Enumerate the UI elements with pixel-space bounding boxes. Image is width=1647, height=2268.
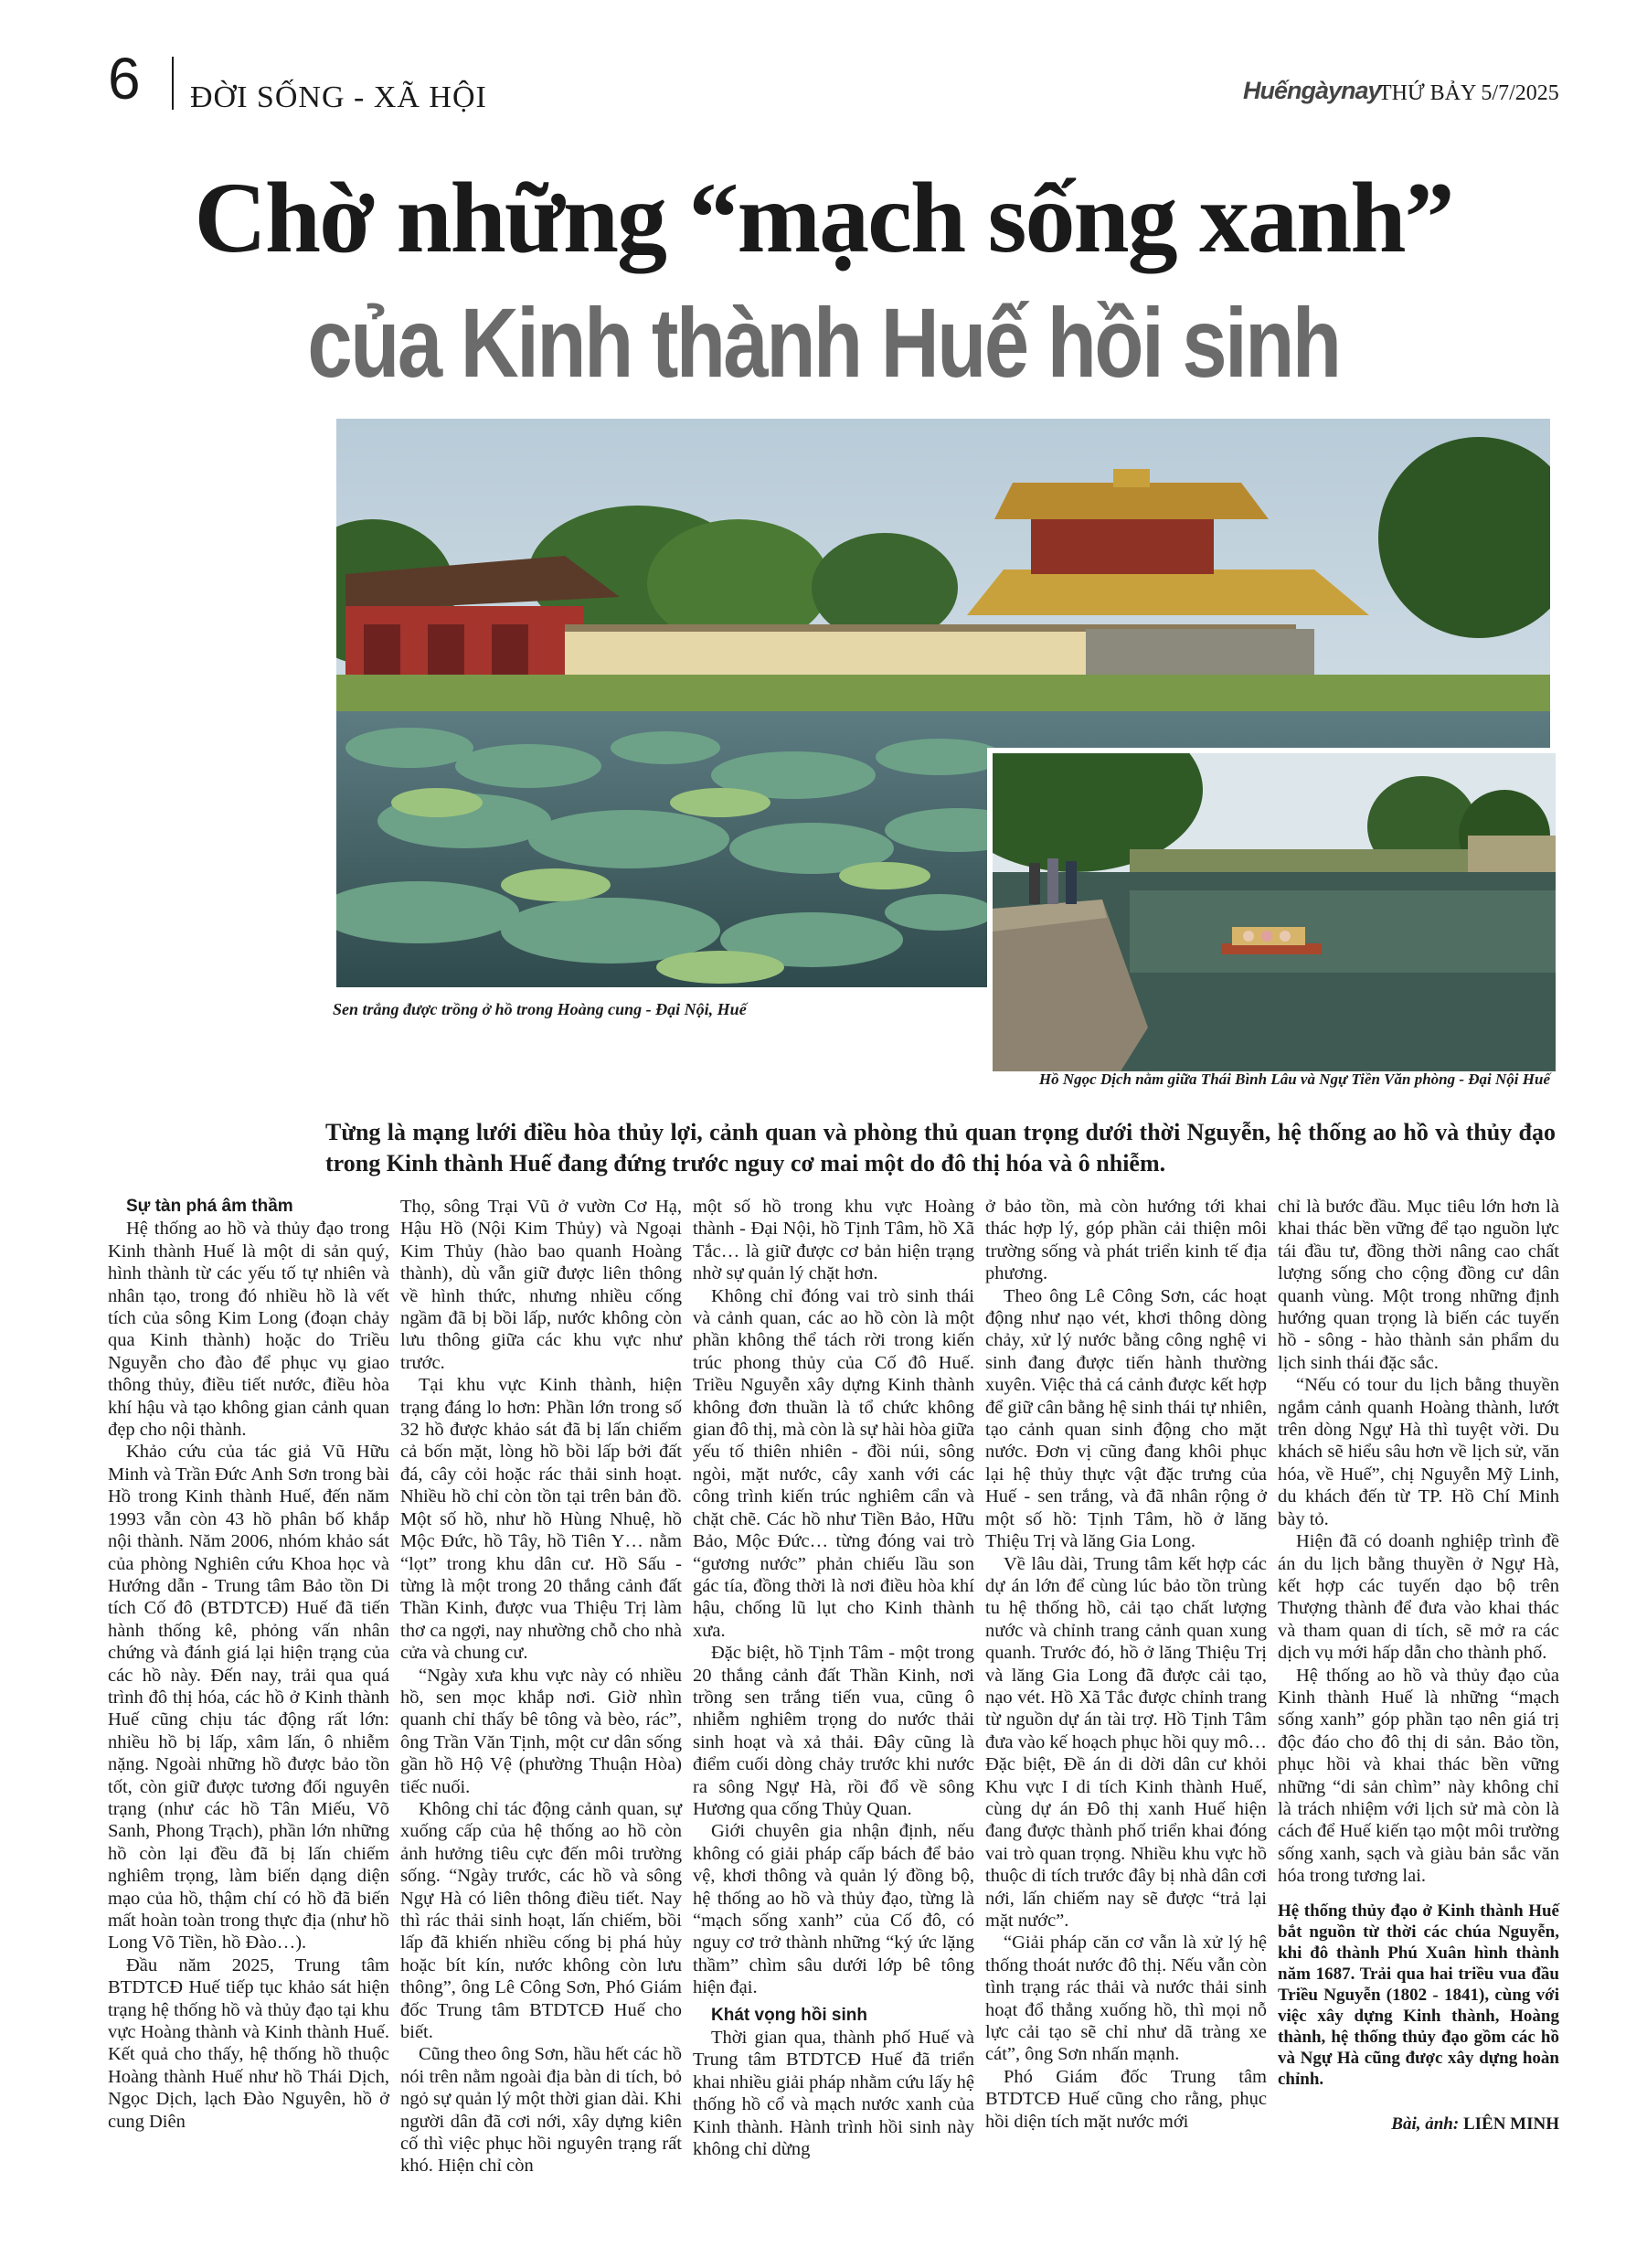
paragraph: một số hồ trong khu vực Hoàng thành - Đại Nội, hồ Tịnh Tâm, hồ Xã Tắc… là giữ được cơ bản hiện trạng nhờ sự quản lý chặt hơn. <box>693 1197 974 1284</box>
paragraph: Tại khu vực Kinh thành, hiện trạng đáng lo hơn: Phần lớn trong số 32 hồ được khảo sát đã bị lấn chiếm cả bốn mặt, lòng hồ bồi lấp bởi đất đá, cây cỏi hoặc rác thải sinh hoạt. Nhiều hồ chỉ còn tồn tại trên bản đồ. Một số hồ, như hồ Hùng Nhuệ, hồ Mộc Đức, hồ Tây, hồ Tiên Y… nằm “lọt” trong khu dân cư. Hồ Sấu - từng là một trong 20 thắng cảnh đất Thần Kinh, được vua Thiệu Trị làm thơ ca ngợi, nay nhường chỗ cho nhà cửa và chung cư. <box>400 1375 682 1664</box>
paragraph: Hiện đã có doanh nghiệp trình đề án du lịch bằng thuyền ở Ngự Hà, kết hợp các tuyến dạo bộ trên Thượng thành để đưa vào khai thác và tham quan di tích, sẽ mở ra các dịch vụ mới hấp dẫn cho thành phố. <box>1278 1531 1559 1664</box>
paragraph: Khảo cứu của tác giả Vũ Hữu Minh và Trần Đức Anh Sơn trong bài Hồ trong Kinh thành Huế, đến năm 1993 vẫn còn 43 hồ phân bố khắp nội thành. Năm 2006, nhóm khảo sát của phòng Nghiên cứu Khoa học và Hướng dẫn - Trung tâm Bảo tồn Di tích Cố đô (BTDTCĐ) Huế đã tiến hành thống kê, phỏng vấn nhân chứng và đánh giá lại hiện trạng của các hồ này. Đến nay, trải qua quá trình đô thị hóa, các hồ ở Kinh thành Huế cũng chịu tác động rất lớn: nhiều hồ bị lấp, xâm lấn, ô nhiễm nặng. Ngoài những hồ được bảo tồn tốt, còn giữ được tương đối nguyên trạng (như các hồ Tân Miếu, Võ Sanh, Phong Trạch), phần lớn những hồ còn lại đều đã bị lấn chiếm nghiêm trọng, làm biến dạng diện mạo của hồ, thậm chí có hồ đã biến mất hoàn toàn trong thực địa (như hồ Long Võ Tiền, hồ Đào…). <box>108 1442 389 1954</box>
header-divider <box>172 57 174 110</box>
section-title: ĐỜI SỐNG - XÃ HỘI <box>190 80 487 114</box>
side-note: Hệ thống thủy đạo ở Kinh thành Huế bắt nguồn từ thời các chúa Nguyễn, khi đô thành Phú Xuân hình thành năm 1687. Trải qua hai triều vua đầu Triều Nguyễn (1802 - 1841), cùng với việc xây dựng Kinh thành, Hoàng thành, hệ thống thủy đạo gồm các hồ và Ngự Hà cũng được xây dựng hoàn chỉnh. <box>1278 1901 1559 2089</box>
page-number: 6 <box>108 46 141 112</box>
photo-caption-1: Sen trắng được trồng ở hồ trong Hoàng cung - Đại Nội, Huế <box>333 1000 747 1018</box>
paragraph: chỉ là bước đầu. Mục tiêu lớn hơn là khai thác bền vững để tạo nguồn lực tái đầu tư, đồng thời nâng cao chất lượng sống cho cộng đồng cư dân quanh vùng. Một trong những định hướng quan trọng là biến các tuyến hồ - sông - hào thành sản phẩm du lịch sinh thái đặc sắc. <box>1278 1197 1559 1373</box>
issue-date: THỨ BẢY 5/7/2025 <box>1378 81 1559 105</box>
paragraph: Không chỉ đóng vai trò sinh thái và cảnh quan, các ao hồ còn là một phần không thể tách rời trong kiến trúc phong thủy của Cố đô Huế. Triều Nguyễn xây dựng Kinh thành không đơn thuần là tổ chức không gian đô thị, mà còn là sự hài hòa giữa yếu tố thiên nhiên - đồi núi, sông ngòi, mặt nước, cây xanh với các công trình kiến trúc nghiêm cẩn và chặt chẽ. Các hồ như Tiền Bảo, Hữu Bảo, Mộc Đức… từng đóng vai trò “gương nước” phản chiếu lầu son gác tía, đồng thời là nơi điều hòa khí hậu, chống lũ lụt cho Kinh thành xưa. <box>693 1285 975 1641</box>
masthead-logo: Huếngàynay <box>1243 77 1381 104</box>
photo-caption-2: Hồ Ngọc Dịch nằm giữa Thái Bình Lâu và Ngự Tiền Văn phòng - Đại Nội Huế <box>1038 1070 1550 1088</box>
paragraph: Cũng theo ông Sơn, hầu hết các hồ nói trên nằm ngoài địa bàn di tích, bỏ ngỏ sự quản lý một thời gian dài. Khi người dân đã cơi nới, xây dựng kiên cố thì việc phục hồi nguyên trạng rất khó. Hiện chỉ còn <box>400 2044 682 2177</box>
paragraph: Hệ thống ao hồ và thủy đạo trong Kinh thành Huế là một di sản quý, hình thành từ các yếu tố tự nhiên và nhân tạo, trong đó nhiều hồ là vết tích của sông Kim Long (đoạn chảy qua Kinh thành) hoặc do Triều Nguyễn cho đào để phục vụ giao thông thủy, điều tiết nước, điều hòa khí hậu và tạo không gian cảnh quan đẹp cho nội thành. <box>108 1219 389 1441</box>
article-lead: Từng là mạng lưới điều hòa thủy lợi, cảnh quan và phòng thủ quan trọng dưới thời Nguyễn, hệ thống ao hồ và thủy đạo trong Kinh thành Huế đang đứng trước nguy cơ mai một do đô thị hóa và ô nhiễm. <box>325 1119 1556 1177</box>
paragraph: Đặc biệt, hồ Tịnh Tâm - một trong 20 thắng cảnh đất Thần Kinh, nơi trồng sen trắng tiến vua, cũng ô nhiễm nghiêm trọng do nước thải sinh hoạt và xả thải. Đây cũng là điểm cuối dòng chảy trước khi nước ra sông Ngự Hà, rồi đổ về sông Hương qua cống Thủy Quan. <box>693 1643 974 1819</box>
article-column-5 <box>1278 1196 1559 2135</box>
article-column-3 <box>693 1196 974 2160</box>
byline-label: Bài, ảnh: <box>1391 2114 1460 2134</box>
paragraph: Phó Giám đốc Trung tâm BTDTCĐ Huế cũng cho rằng, phục hồi diện tích mặt nước mới <box>985 2066 1267 2132</box>
subheading: Sự tàn phá âm thầm <box>126 1197 293 1216</box>
paragraph: Về lâu dài, Trung tâm kết hợp các dự án lớn để cùng lúc bảo tồn trùng tu hệ thống hồ, cải tạo chất lượng nước và chỉnh trang cảnh quan xung quanh. Trước đó, hồ ở lăng Thiệu Trị và lăng Gia Long đã được cải tạo, nạo vét. Hồ Xã Tắc được chỉnh trang từ nguồn dự án tài trợ. Hồ Tịnh Tâm đưa vào kế hoạch phục hồi quy mô… Đặc biệt, Đề án di dời dân cư khỏi Khu vực I di tích Kinh thành Huế, cùng dự án Đô thị xanh Huế hiện đang được thành phố triển khai đóng vai trò quan trọng. Nhiều khu vực hồ thuộc di tích trước đây bị nhà dân cơi nới, lấn chiếm nay sẽ được “trả lại mặt nước”. <box>985 1553 1267 1931</box>
paragraph: “Giải pháp căn cơ vẫn là xử lý hệ thống thoát nước đô thị. Nếu vẫn còn tình trạng rác thải và nước thải sinh hoạt đổ thẳng xuống hồ, thì mọi nỗ lực cải tạo sẽ chỉ như dã tràng xe cát”, ông Sơn nhấn mạnh. <box>985 1933 1267 2065</box>
paragraph: Theo ông Lê Công Sơn, các hoạt động như nạo vét, khơi thông dòng chảy, xử lý nước bằng công nghệ vi sinh đang được tiến hành thường xuyên. Việc thả cá cảnh được kết hợp để giữ cân bằng hệ sinh thái tự nhiên, tạo cảnh quan sinh động cho mặt nước. Đơn vị cũng đang khôi phục lại hệ thủy thực vật đặc trưng của Huế - sen trắng, và đã nhân rộng ở một số hồ: Tịnh Tâm, hồ ở lăng Thiệu Trị và lăng Gia Long. <box>985 1285 1267 1552</box>
paragraph: Thời gian qua, thành phố Huế và Trung tâm BTDTCĐ Huế đã triển khai nhiều giải pháp nhằm cứu lấy hệ thống hồ cổ và mạch nước xanh của Kinh thành. Hành trình hồi sinh này không chỉ dừng <box>693 2028 974 2160</box>
ngoc-dich-lake-photo <box>987 748 1556 1071</box>
byline <box>1278 2114 1559 2135</box>
paragraph: Giới chuyên gia nhận định, nếu không có giải pháp cấp bách để bảo vệ, khơi thông và quản lý đồng bộ, hệ thống ao hồ và thủy đạo, từng là “mạch sống xanh” của Cố đô, có nguy cơ trở thành những “ký ức lặng thầm” chìm sâu dưới lớp bê tông hiện đại. <box>693 1821 974 1998</box>
paragraph: “Nếu có tour du lịch bằng thuyền ngắm cảnh quanh Hoàng thành, lướt trên dòng Ngự Hà thì tuyệt vời. Du khách sẽ hiểu sâu hơn về lịch sử, văn hóa, về Huế”, chị Nguyễn Mỹ Linh, du khách đến từ TP. Hồ Chí Minh bày tỏ. <box>1278 1375 1559 1529</box>
paragraph: ở bảo tồn, mà còn hướng tới khai thác hợp lý, góp phần cải thiện môi trường sống và phát triển kinh tế địa phương. <box>985 1197 1267 1284</box>
article-column-2 <box>400 1196 682 2177</box>
subheading: Khát vọng hồi sinh <box>711 2005 867 2025</box>
paragraph: Hệ thống ao hồ và thủy đạo của Kinh thành Huế là những “mạch sống xanh” góp phần tạo nên giá trị độc đáo cho đô thị di sản. Bảo tồn, phục hồi và khai thác bền vững những “di sản chìm” này không chỉ là trách nhiệm với lịch sử mà còn là cách để Huế kiến tạo một môi trường sống xanh, sạch và giàu bản sắc văn hóa trong tương lai. <box>1278 1665 1559 1887</box>
paragraph: Không chỉ tác động cảnh quan, sự xuống cấp của hệ thống ao hồ còn ảnh hưởng tiêu cực đến môi trường sống. “Ngày trước, các hồ và sông Ngự Hà có liên thông điều tiết. Nay thì rác thải sinh hoạt, lấn chiếm, bồi lấp đã khiến nhiều cống bị phá hủy hoặc bít kín, nước không còn lưu thông”, ông Lê Công Sơn, Phó Giám đốc Trung tâm BTDTCĐ Huế cho biết. <box>400 1798 682 2043</box>
paragraph: “Ngày xưa khu vực này có nhiều hồ, sen mọc khắp nơi. Giờ nhìn quanh chỉ thấy bê tông và bèo, rác”, ông Trần Văn Tịnh, một cư dân sống gần hồ Hộ Vệ (phường Thuận Hòa) tiếc nuối. <box>400 1665 682 1797</box>
article-column-1 <box>108 1196 389 2133</box>
headline-line-2: của Kinh thành Huế hồi sinh <box>307 287 1340 398</box>
headline-line-1: Chờ những “mạch sống xanh” <box>194 162 1453 273</box>
paragraph: Thọ, sông Trại Vũ ở vườn Cơ Hạ, Hậu Hồ (Nội Kim Thủy) và Ngoại Kim Thủy (hào bao quanh Hoàng thành), dù vẫn giữ được liên thông về hình thức, nhưng nhiều cống ngầm đã bị bồi lấp, nước không còn lưu thông giữa các khu vực như trước. <box>400 1197 682 1373</box>
article-column-4 <box>985 1196 1267 2133</box>
paragraph: Đầu năm 2025, Trung tâm BTDTCĐ Huế tiếp tục khảo sát hiện trạng hệ thống hồ và thủy đạo tại khu vực Hoàng thành và Kinh thành Huế. Kết quả cho thấy, hệ thống hồ thuộc Hoàng thành Huế như hồ Thái Dịch, Ngọc Dịch, lạch Đào Nguyên, hồ ở cung Diên <box>108 1954 389 2132</box>
byline-author: LIÊN MINH <box>1462 2114 1559 2134</box>
